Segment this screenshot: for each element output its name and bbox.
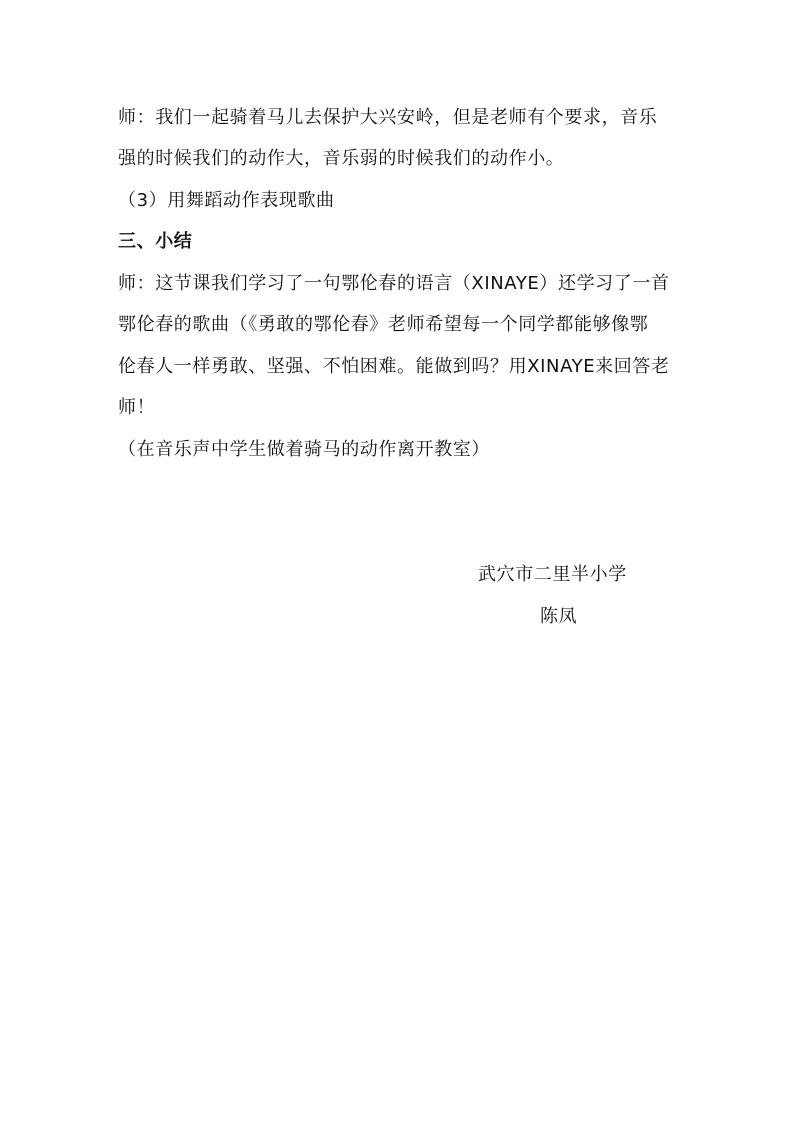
paragraph-teacher-line-1: 师：我们一起骑着马儿去保护大兴安岭，但是老师有个要求，音乐 xyxy=(118,107,658,128)
step-3-text: （3）用舞蹈动作表现歌曲 xyxy=(118,190,335,211)
paragraph-summary-line-3: 伦春人一样勇敢、坚强、不怕困难。能做到吗？用XINAYE来回答老 xyxy=(118,356,670,377)
paragraph-summary-line-1: 师：这节课我们学习了一句鄂伦春的语言（XINAYE）还学习了一首 xyxy=(118,273,670,294)
paragraph-summary-line-2: 鄂伦春的歌曲（《勇敢的鄂伦春》老师希望每一个同学都能够像鄂 xyxy=(118,314,649,335)
section-heading-summary: 三、小结 xyxy=(118,231,193,252)
signature-author: 陈凤 xyxy=(540,606,578,627)
closing-note: （在音乐声中学生做着骑马的动作离开教室） xyxy=(118,439,490,460)
signature-school: 武穴市二里半小学 xyxy=(478,564,627,585)
paragraph-summary-line-4: 师！ xyxy=(118,397,156,418)
paragraph-teacher-line-2: 强的时候我们的动作大，音乐弱的时候我们的动作小。 xyxy=(118,148,565,169)
